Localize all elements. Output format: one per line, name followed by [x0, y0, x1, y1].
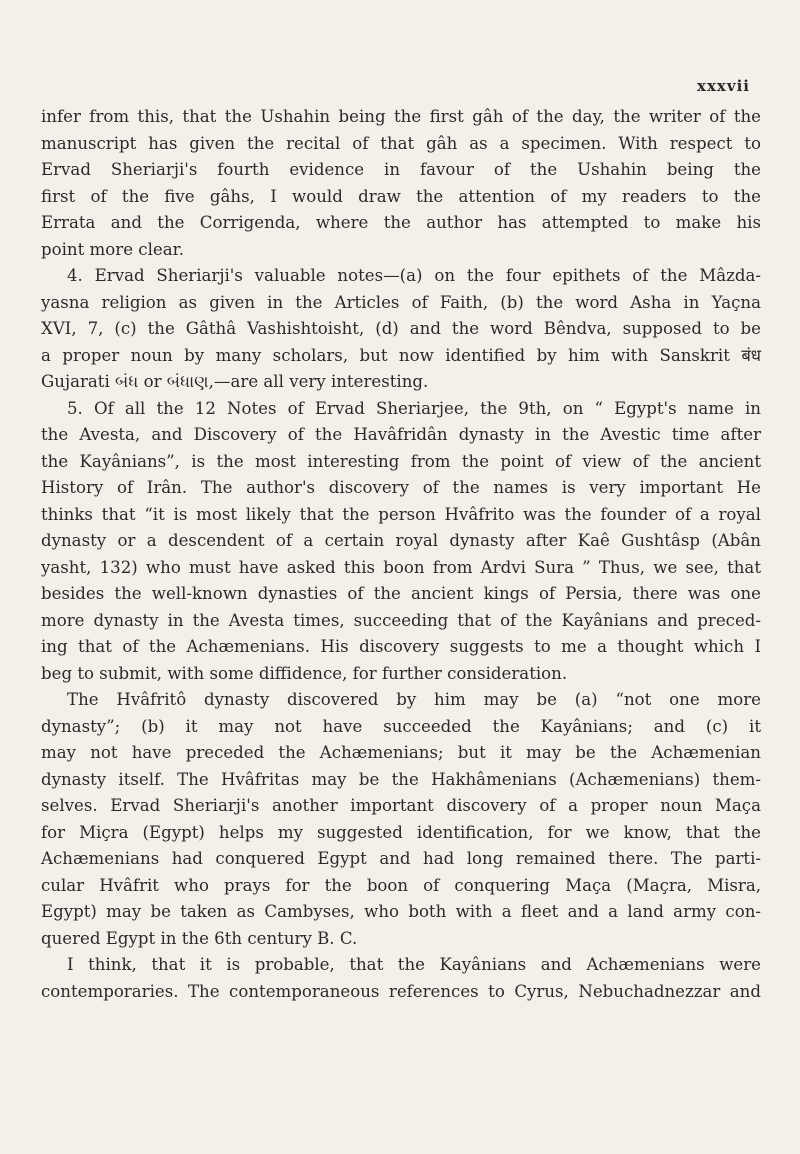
- text-line: yasht, 132) who must have asked this boon from Ardvi Sura ” Thus, we see, that: [41, 557, 761, 577]
- text-line: Ervad Sheriarji's fourth evidence in favour of the Ushahin being the: [41, 160, 761, 179]
- text-line: Egypt) may be taken as Cambyses, who both with a fleet and a land army con-: [41, 902, 761, 921]
- text-line: dynasty itself. The Hvâfritas may be the Hakhâmenians (Achæmenians) them-: [41, 769, 761, 789]
- text-line: the Avesta, and Discovery of the Havâfridân dynasty in the Avestic time after: [41, 425, 761, 444]
- text-line: dynasty”; (b) it may not have succeeded the Kayânians; and (c) it: [41, 716, 761, 736]
- body-text: [41, 104, 761, 1005]
- text-line: 4. Ervad Sheriarji's valuable notes—(a) on the four epithets of the Mâzda-: [67, 266, 761, 285]
- text-line: XVI, 7, (c) the Gâthâ Vashishtoisht, (d) and the word Bêndva, supposed to be: [41, 319, 761, 338]
- text-line: thinks that “it is most likely that the person Hvâfrito was the founder of a royal: [41, 504, 761, 524]
- text-line: besides the well-known dynasties of the ancient kings of Persia, there was one: [41, 584, 761, 603]
- text-line: manuscript has given the recital of that gâh as a specimen. With respect to: [41, 133, 761, 153]
- text-line: for Miçra (Egypt) helps my suggested identification, for we know, that the: [41, 822, 761, 842]
- text-line: ing that of the Achæmenians. His discovery suggests to me a thought which I: [41, 637, 761, 656]
- text-line: infer from this, that the Ushahin being the first gâh of the day, the writer of the: [41, 107, 761, 126]
- text-line: Errata and the Corrigenda, where the author has attempted to make his: [41, 213, 761, 232]
- text-line: first of the five gâhs, I would draw the attention of my readers to the: [41, 186, 761, 206]
- text-line: I think, that it is probable, that the Kayânians and Achæmenians were: [67, 955, 761, 974]
- text-line: Achæmenians had conquered Egypt and had long remained there. The parti-: [41, 849, 761, 868]
- text-line: selves. Ervad Sheriarji's another important discovery of a proper noun Maça: [41, 796, 761, 815]
- text-line: contemporaries. The contemporaneous references to Cyrus, Nebuchadnezzar and: [41, 981, 761, 1001]
- text-line: cular Hvâfrit who prays for the boon of conquering Maça (Maçra, Misra,: [41, 875, 761, 895]
- text-line: Gujarati બંધ or બંધાણ,—are all very interesting.: [41, 372, 429, 391]
- text-line: more dynasty in the Avesta times, succeeding that of the Kayânians and preced-: [41, 610, 761, 630]
- text-line: a proper noun by many scholars, but now identified by him with Sanskrit बंध: [41, 345, 761, 365]
- page-number: xxxvii: [697, 77, 750, 95]
- text-line: yasna religion as given in the Articles of Faith, (b) the word Asha in Yaçna: [41, 292, 761, 312]
- text-line: the Kayânians”, is the most interesting from the point of view of the ancient: [41, 451, 761, 471]
- text-line: point more clear.: [41, 239, 184, 259]
- text-line: History of Irân. The author's discovery of the names is very important He: [41, 478, 761, 497]
- text-line: 5. Of all the 12 Notes of Ervad Sheriarjee, the 9th, on “ Egypt's name in: [67, 398, 761, 418]
- text-line: quered Egypt in the 6th century B. C.: [41, 928, 358, 948]
- text-line: The Hvâfritô dynasty discovered by him may be (a) “not one more: [67, 690, 761, 709]
- text-line: dynasty or a descendent of a certain royal dynasty after Kaê Gushtâsp (Abân: [41, 531, 761, 550]
- text-line: beg to submit, with some diffidence, for further consideration.: [41, 663, 568, 683]
- text-line: may not have preceded the Achæmenians; but it may be the Achæmenian: [41, 743, 761, 762]
